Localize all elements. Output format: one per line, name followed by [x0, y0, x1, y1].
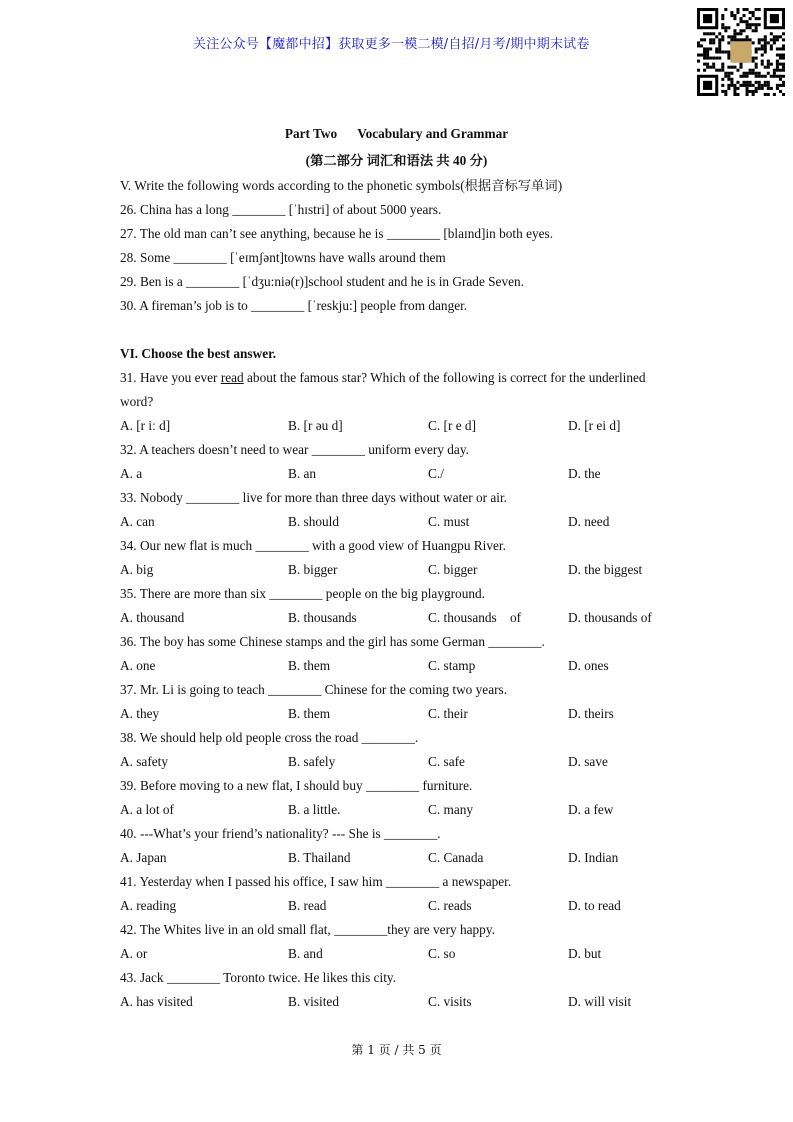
answer-options	[120, 558, 690, 582]
option-a: A. one	[120, 658, 156, 673]
option-a: A. safety	[120, 754, 168, 769]
option-b: B. bigger	[288, 562, 338, 577]
option-c: C. so	[428, 946, 456, 961]
option-a: A. can	[120, 514, 155, 529]
question-stem: 32. A teachers doesn’t need to wear ________ uniform every day.	[120, 442, 469, 457]
answer-options	[120, 414, 690, 438]
option-c: C. many	[428, 802, 474, 817]
option-b: B. [r əu d]	[288, 418, 343, 433]
option-b: B. safely	[288, 754, 336, 769]
option-c: C. [r e d]	[428, 418, 476, 433]
question-stem: 34. Our new flat is much ________ with a good view of Huangpu River.	[120, 538, 506, 553]
option-c: C. safe	[428, 754, 465, 769]
option-b: B. them	[288, 706, 331, 721]
question-stem-continuation: word?	[120, 394, 154, 409]
option-b: B. thousands	[288, 610, 357, 625]
option-b: B. an	[288, 466, 317, 481]
question-stem: 42. The Whites live in an old small flat, ________they are very happy.	[120, 922, 495, 937]
question-stem: 41. Yesterday when I passed his office, I saw him ________ a newspaper.	[120, 874, 512, 889]
stem-text: about the famous star? Which of the following is correct for the underlined	[243, 370, 646, 385]
option-d: D. theirs	[568, 706, 614, 721]
fill-in-item: 30. A fireman’s job is to ________ [ˈreskju:] people from danger.	[120, 298, 468, 313]
option-d: D. ones	[568, 658, 609, 673]
answer-options	[120, 606, 690, 630]
option-a: A. a	[120, 466, 143, 481]
fill-in-item: 27. The old man can’t see anything, because he is ________ [blaɪnd]in both eyes.	[120, 226, 554, 241]
answer-options	[120, 990, 690, 1014]
page-footer: 第 1 页 / 共 5 页	[351, 1043, 442, 1057]
option-a: A. has visited	[120, 994, 193, 1009]
option-d: D. to read	[568, 898, 621, 913]
option-c: C. their	[428, 706, 468, 721]
underlined-word: read	[220, 370, 244, 385]
question-stem: 40. ---What’s your friend’s nationality? --- She is ________.	[120, 826, 441, 841]
option-d: D. need	[568, 514, 610, 529]
option-d: D. will visit	[568, 994, 632, 1009]
answer-options	[120, 750, 690, 774]
option-d: D. Indian	[568, 850, 619, 865]
exam-content	[120, 174, 690, 1014]
answer-options	[120, 894, 690, 918]
part-name: Vocabulary and Grammar	[357, 126, 509, 141]
fill-in-item: 29. Ben is a ________ [ˈdʒu:niə(r)]school student and he is in Grade Seven.	[120, 274, 524, 289]
promo-banner: 关注公众号【魔都中招】获取更多一模二模/自招/月考/期中期末试卷	[193, 37, 590, 52]
option-d: D. save	[568, 754, 608, 769]
option-a: A. they	[120, 706, 160, 721]
answer-options	[120, 462, 690, 486]
option-c: C./	[428, 466, 444, 481]
option-a: A. reading	[120, 898, 177, 913]
question-stem: 35. There are more than six ________ people on the big playground.	[120, 586, 485, 601]
question-stem: 43. Jack ________ Toronto twice. He likes this city.	[120, 970, 397, 985]
option-d: D. the	[568, 466, 601, 481]
option-b: B. visited	[288, 994, 339, 1009]
question-stem: 39. Before moving to a new flat, I should buy ________ furniture.	[120, 778, 473, 793]
question-stem: 38. We should help old people cross the road ________.	[120, 730, 419, 745]
option-b: B. them	[288, 658, 331, 673]
part-label: Part Two	[284, 126, 338, 141]
option-d: D. the biggest	[568, 562, 643, 577]
option-c: C. stamp	[428, 658, 476, 673]
fill-in-item: 26. China has a long ________ [ˈhɪstri] of about 5000 years.	[120, 202, 442, 217]
answer-options	[120, 654, 690, 678]
option-b: B. a little.	[288, 802, 341, 817]
option-a: A. Japan	[120, 850, 167, 865]
option-a: A. big	[120, 562, 154, 577]
question-stem	[120, 366, 690, 390]
option-c: C. Canada	[428, 850, 484, 865]
option-d: D. a few	[568, 802, 614, 817]
question-stem: 36. The boy has some Chinese stamps and the girl has some German ________.	[120, 634, 545, 649]
option-d: D. but	[568, 946, 602, 961]
answer-options	[120, 942, 690, 966]
stem-text: 31. Have you ever	[120, 370, 221, 385]
option-d: D. [r ei d]	[568, 418, 621, 433]
qr-code-icon	[697, 8, 785, 96]
option-c: C. visits	[428, 994, 472, 1009]
part-title	[0, 126, 793, 142]
option-b: B. and	[288, 946, 323, 961]
option-d: D. thousands of	[568, 610, 652, 625]
option-b: B. read	[288, 898, 327, 913]
question-stem: 33. Nobody ________ live for more than three days without water or air.	[120, 490, 507, 505]
option-a: A. thousand	[120, 610, 185, 625]
option-c: C. must	[428, 514, 470, 529]
option-a: A. or	[120, 946, 148, 961]
option-b: B. should	[288, 514, 339, 529]
answer-options	[120, 510, 690, 534]
option-c: C. bigger	[428, 562, 478, 577]
section-vi-heading: VI. Choose the best answer.	[120, 346, 277, 361]
answer-options	[120, 846, 690, 870]
part-subtitle: (第二部分 词汇和语法 共 40 分)	[305, 153, 488, 168]
option-c: C. reads	[428, 898, 472, 913]
answer-options	[120, 798, 690, 822]
option-a: A. [r iː d]	[120, 418, 171, 433]
option-b: B. Thailand	[288, 850, 351, 865]
option-c: C. thousands of	[428, 610, 522, 625]
option-a: A. a lot of	[120, 802, 174, 817]
section-v-heading: V. Write the following words according to the phonetic symbols(根据音标写单词)	[120, 178, 563, 193]
question-stem: 37. Mr. Li is going to teach ________ Chinese for the coming two years.	[120, 682, 508, 697]
fill-in-item: 28. Some ________ [ˈeɪmʃənt]towns have walls around them	[120, 250, 446, 265]
answer-options	[120, 702, 690, 726]
